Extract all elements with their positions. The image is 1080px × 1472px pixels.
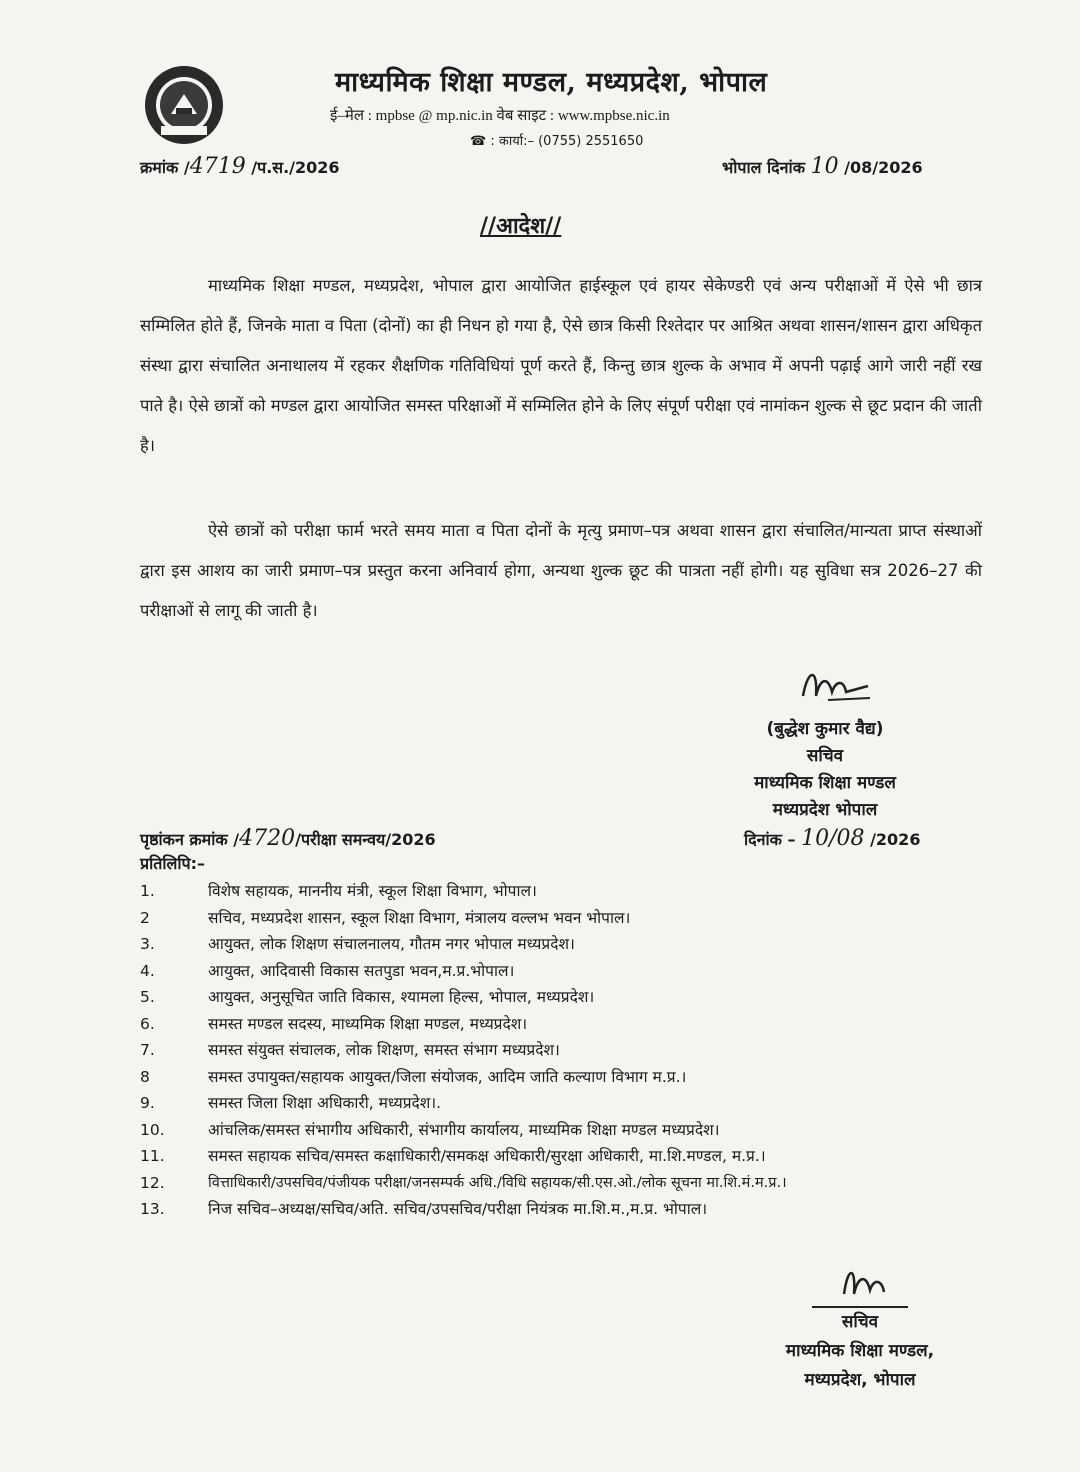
copy-recipient-list — [140, 878, 1000, 1223]
list-item-text: निज सचिव–अध्यक्ष/सचिव/अति. सचिव/उपसचिव/परीक्षा नियंत्रक मा.शि.म.,म.प्र. भोपाल। — [208, 1200, 708, 1218]
list-item-number: 10. — [140, 1120, 165, 1139]
list-item-number: 7. — [140, 1041, 155, 1059]
endorsement-number — [140, 826, 436, 851]
order-heading: //आदेश// — [480, 214, 562, 239]
reference-prefix: क्रमांक / — [140, 158, 190, 177]
date-label: भोपाल दिनांक — [722, 158, 811, 177]
list-item-text: आयुक्त, लोक शिक्षण संचालनालय, गौतम नगर भोपाल मध्यप्रदेश। — [208, 935, 575, 953]
endorsement-date-rest: /2026 — [864, 830, 921, 849]
list-item-number: 3. — [140, 935, 155, 953]
list-item — [140, 1170, 1000, 1197]
list-item-text: वित्ताधिकारी/उपसचिव/पंजीयक परीक्षा/जनसम्पर्क अधि./विधि सहायक/सी.एस.ओ./लोक सूचना मा.शि.मं.म.प्र.। — [208, 1174, 787, 1191]
list-item — [140, 905, 1000, 932]
list-item-text: समस्त मण्डल सदस्य, माध्यमिक शिक्षा मण्डल, मध्यप्रदेश। — [208, 1014, 528, 1033]
reference-suffix: /प.स./2026 — [245, 158, 340, 177]
list-item-text: आयुक्त, अनुसूचित जाति विकास, श्यामला हिल्स, भोपाल, मध्यप्रदेश। — [208, 988, 595, 1006]
endorsement-handwritten-number: 4720 — [239, 826, 296, 851]
signatory-office: माध्यमिक शिक्षा मण्डल — [754, 773, 896, 793]
list-item — [140, 984, 1000, 1011]
list-item — [140, 1143, 1000, 1170]
signature-mark — [798, 658, 878, 708]
copy-to-label: प्रतिलिपि:– — [140, 854, 205, 873]
date-rest: /08/2026 — [838, 158, 923, 177]
list-item-number: 13. — [140, 1200, 165, 1218]
signatory-block — [720, 716, 930, 824]
signatory2-designation: सचिव — [812, 1306, 908, 1337]
signatory-block-2 — [760, 1306, 960, 1395]
list-item-number: 4. — [140, 961, 155, 980]
contact-email-website: ई–मेल : mpbse @ mp.nic.in वेब साइट : www.mpbse.nic.in — [330, 108, 670, 124]
list-item — [140, 878, 1000, 905]
date-handwritten-day: 10 — [810, 154, 839, 179]
list-item-number: 2 — [140, 908, 150, 927]
list-item — [140, 1117, 1000, 1144]
office-phone: ☎ : कार्या:– (0755) 2551650 — [470, 134, 644, 149]
signatory2-place: मध्यप्रदेश, भोपाल — [804, 1370, 916, 1390]
board-seal-logo — [143, 64, 225, 146]
list-item-text: समस्त उपायुक्त/सहायक आयुक्त/जिला संयोजक, आदिम जाति कल्याण विभाग म.प्र.। — [208, 1067, 687, 1086]
signatory-place: मध्यप्रदेश भोपाल — [772, 800, 878, 820]
reference-date — [722, 154, 923, 179]
list-item-text: विशेष सहायक, माननीय मंत्री, स्कूल शिक्षा विभाग, भोपाल। — [208, 882, 537, 900]
list-item-number: 11. — [140, 1147, 165, 1165]
endorsement-date-label: दिनांक – — [744, 830, 802, 849]
endorsement-handwritten-date: 10/08 — [801, 826, 865, 851]
list-item-text: समस्त जिला शिक्षा अधिकारी, मध्यप्रदेश।. — [208, 1094, 442, 1112]
list-item-number: 9. — [140, 1094, 155, 1112]
signatory2-office: माध्यमिक शिक्षा मण्डल, — [785, 1341, 935, 1361]
list-item — [140, 931, 1000, 958]
list-item — [140, 1037, 1000, 1064]
list-item — [140, 1064, 1000, 1091]
reference-handwritten-number: 4719 — [189, 154, 246, 179]
endorsement-prefix: पृष्ठांकन क्रमांक / — [140, 830, 240, 849]
list-item-number: 5. — [140, 988, 155, 1006]
list-item — [140, 1090, 1000, 1117]
endorsement-suffix: /परीक्षा समन्वय/2026 — [295, 830, 436, 849]
list-item-number: 12. — [140, 1173, 165, 1192]
list-item — [140, 1011, 1000, 1038]
list-item-text: आंचलिक/समस्त संभागीय अधिकारी, संभागीय कार्यालय, माध्यमिक शिक्षा मण्डल मध्यप्रदेश। — [208, 1120, 720, 1139]
reference-number — [140, 154, 340, 179]
order-paragraph-1: माध्यमिक शिक्षा मण्डल, मध्यप्रदेश, भोपाल द्वारा आयोजित हाईस्कूल एवं हायर सेकेण्डरी एवं अन्य परीक्षाओं में ऐसे भी छात्र सम्मिलित होते हैं, जिनके माता व पिता (दोनों) का ही निधन हो गया है, ऐसे छात्र किसी रिश्तेदार पर आश्रित अथवा शासन/शासन द्वारा अधिकृत संस्था द्वारा संचालित अनाथालय में रहकर शैक्षणिक गतिविधियां पूर्ण करते हैं, किन्तु छात्र शुल्क के अभाव में अपनी पढ़ाई आगे जारी नहीं रख पाते है। ऐसे छात्रों को मण्डल द्वारा आयोजित समस्त परिक्षाओं में सम्मिलित होने के लिए संपूर्ण परीक्षा एवं नामांकन शुल्क से छूट प्रदान की जाती है। — [140, 276, 982, 455]
list-item-text: सचिव, मध्यप्रदेश शासन, स्कूल शिक्षा विभाग, मंत्रालय वल्लभ भवन भोपाल। — [208, 908, 631, 927]
signatory-name: (बुद्धेश कुमार वैद्य) — [766, 719, 884, 739]
endorsement-date — [744, 826, 920, 851]
order-paragraph-2: ऐसे छात्रों को परीक्षा फार्म भरते समय माता व पिता दोनों के मृत्यु प्रमाण–पत्र अथवा शासन द्वारा संचालित/मान्यता प्राप्त संस्थाओं द्वारा इस आशय का जारी प्रमाण–पत्र प्रस्तुत करना अनिवार्य होगा, अन्यथा शुल्क छूट की पात्रता नहीं होगी। यह सुविधा सत्र 2026–27 की परीक्षाओं से लागू की जाती है। — [140, 521, 982, 620]
list-item-number: 6. — [140, 1014, 155, 1033]
list-item-text: समस्त संयुक्त संचालक, लोक शिक्षण, समस्त संभाग मध्यप्रदेश। — [208, 1041, 560, 1059]
organization-title: माध्यमिक शिक्षा मण्डल, मध्यप्रदेश, भोपाल — [335, 67, 768, 98]
list-item — [140, 958, 1000, 985]
list-item-number: 1. — [140, 882, 155, 900]
list-item-number: 8 — [140, 1067, 150, 1086]
signatory-designation: सचिव — [806, 746, 844, 766]
signature-mark-2 — [840, 1258, 900, 1306]
list-item — [140, 1196, 1000, 1223]
list-item-text: समस्त सहायक सचिव/समस्त कक्षाधिकारी/समकक्ष अधिकारी/सुरक्षा अधिकारी, मा.शि.मण्डल, म.प्र.। — [208, 1147, 766, 1165]
list-item-text: आयुक्त, आदिवासी विकास सतपुडा भवन,म.प्र.भोपाल। — [208, 961, 515, 980]
